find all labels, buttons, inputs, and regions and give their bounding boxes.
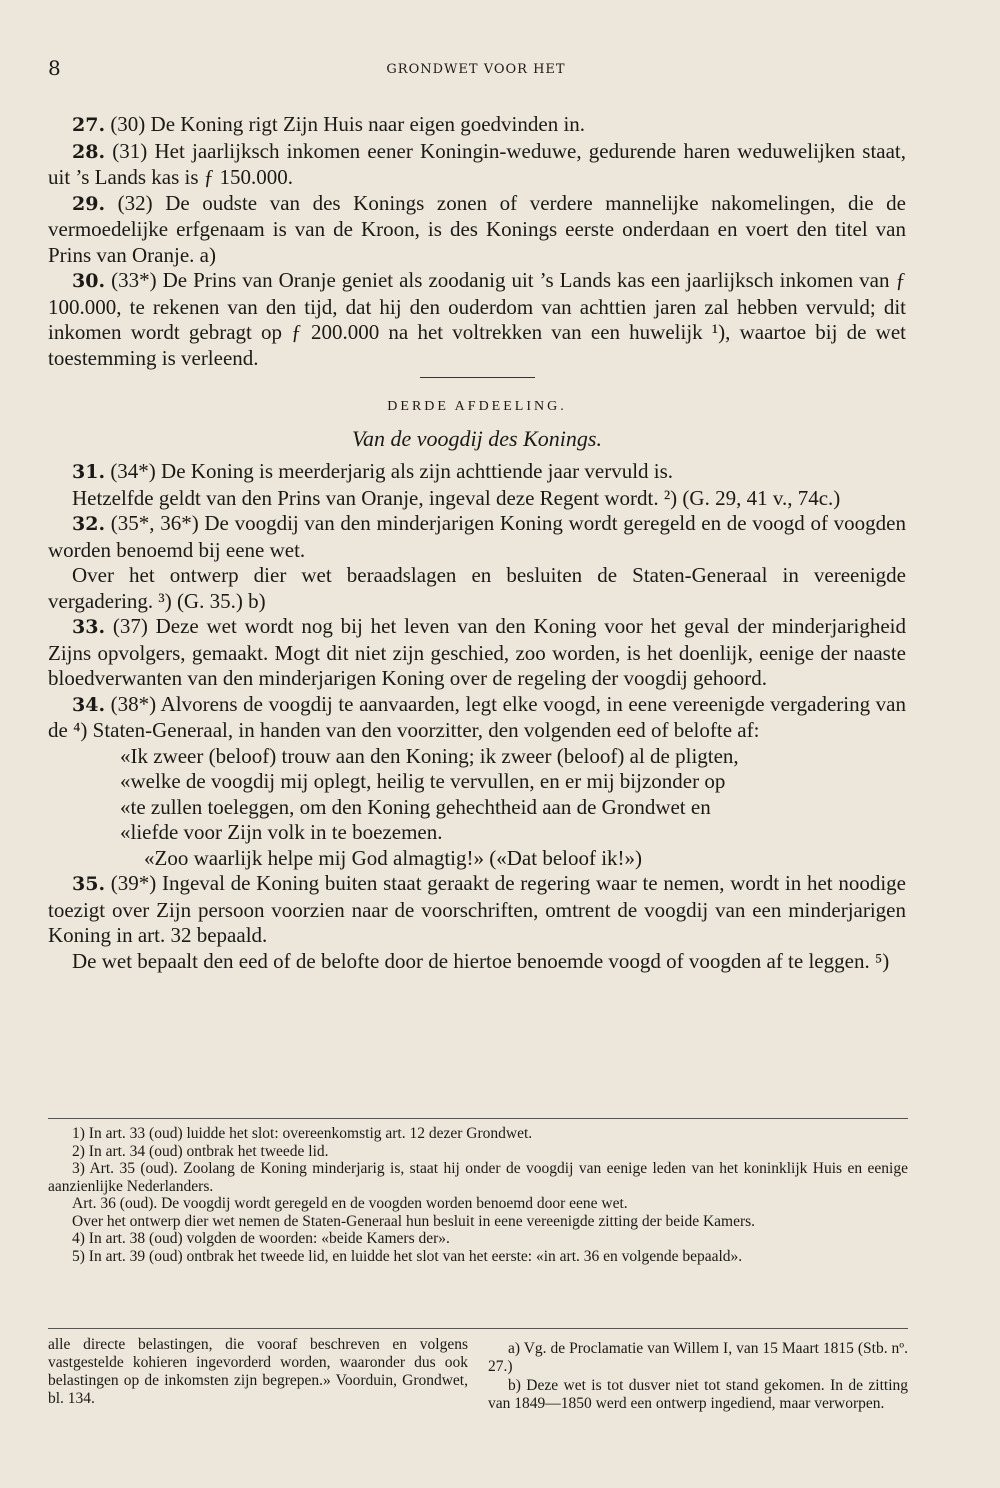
article-text: (39*) Ingeval de Koning buiten staat geraakt de regering waar te nemen, wordt in het noodige toezigt over Zijn persoon voorzien naar de voorschriften, omtrent de voogdij van een minderjarigen Koning in art. 32 bepaald. — [48, 871, 906, 947]
article-35 — [48, 871, 906, 949]
article-number: 30. — [72, 270, 106, 292]
continued-note: alle directe belastingen, die vooraf beschreven en volgens vastgestelde kohieren ingevorderd worden, waaronder dus ook belastingen op de inkomsten zijn begrepen.» Voorduin, Grondwet, bl. 134. — [48, 1336, 468, 1407]
article-number: 29. — [72, 192, 106, 215]
running-title: GRONDWET VOOR HET — [386, 62, 566, 77]
footnote: 3) Art. 35 (oud). Zoolang de Koning minderjarig is, staat hij onder de voogdij van eenige leden van het koninklijk Huis en eenige aanzienlijke Nederlanders. — [48, 1160, 908, 1195]
section-label: DERDE AFDEELING. — [387, 399, 567, 414]
oath-line: «te zullen toeleggen, om den Koning gehechtheid aan de Grondwet en — [120, 794, 711, 819]
note-b: b) Deze wet is tot dusver niet tot stand gekomen. In de zitting van 1849—1850 werd een ontwerp ingediend, maar verworpen. — [488, 1377, 908, 1412]
article-32 — [48, 511, 906, 563]
article-text: De wet bepaalt den eed of de belofte door de hiertoe benoemde voogd of voogden af te leggen. ⁵) — [72, 948, 890, 973]
article-text: (37) Deze wet wordt nog bij het leven van den Koning voor het geval der minderjarigheid Zijns opvolgers, gemaakt. Mogt dit niet zijn geschied, zoo worden, is het doenlijk, eenige der naaste bloedverwanten van den minderjarigen Koning over de regeling der voogdij gehoord. — [48, 614, 906, 690]
article-number: 33. — [72, 616, 106, 638]
page-header — [48, 56, 904, 84]
page-number: 8 — [48, 56, 61, 80]
footnote: Art. 36 (oud). De voogdij wordt geregeld en de voogden worden benoemd door eene wet. — [72, 1195, 628, 1212]
oath-line: «liefde voor Zijn volk in te boezemen. — [120, 820, 443, 844]
article-number: 34. — [72, 693, 106, 716]
footnote: 5) In art. 39 (oud) ontbrak het tweede lid, en luidde het slot van het eerste: «in art. 36 en volgende bepaald». — [72, 1247, 743, 1265]
note-a: a) Vg. de Proclamatie van Willem I, van 15 Maart 1815 (Stb. nº. 27.) — [488, 1340, 908, 1375]
section-divider — [420, 377, 535, 378]
footnote: Over het ontwerp dier wet nemen de Staten-Generaal hun besluit in eene vereenigde zitting der beide Kamers. — [72, 1212, 756, 1230]
oath-line: «welke de voogdij mij oplegt, heilig te vervullen, en er mij bijzonder op — [120, 769, 726, 793]
notes-divider — [48, 1328, 908, 1329]
article-text: (30) De Koning rigt Zijn Huis naar eigen goedvinden in. — [110, 112, 586, 136]
oath-line: «Ik zweer (beloof) trouw aan den Koning; ik zweer (beloof) al de pligten, — [120, 743, 739, 768]
article-30 — [48, 268, 906, 371]
article-number: 31. — [72, 461, 106, 483]
article-text: (33*) De Prins van Oranje geniet als zoodanig uit ’s Lands kas een jaarlijksch inkomen van ƒ 100.000, te rekenen van den tijd, dat hij den ouderdom van achttien jaren zal hebben vervuld; dit inkomen wordt gebragt op ƒ 200.000 na het voltrekken van een huwelijk ¹), waartoe bij de wet toestemming is verleend. — [48, 268, 907, 370]
article-27 — [48, 112, 906, 139]
article-text: Hetzelfde geldt van den Prins van Oranje, ingeval deze Regent wordt. ²) (G. 29, 41 v., 74c.) — [72, 485, 841, 510]
article-text: (34*) De Koning is meerderjarig als zijn achttiende jaar vervuld is. — [110, 459, 674, 483]
article-text: Over het ontwerp dier wet beraadslagen en besluiten de Staten-Generaal in vereenigde vergadering. ³) (G. 35.) b) — [48, 563, 906, 613]
article-28 — [48, 139, 906, 191]
section-title: Van de voogdij des Konings. — [352, 425, 602, 451]
article-number: 28. — [72, 140, 106, 163]
article-31-paragraph-2 — [48, 486, 906, 512]
article-text: (38*) Alvorens de voogdij te aanvaarden, legt elke voogd, in eene vereenigde vergadering van de ⁴) Staten-Generaal, in handen van den voorzitter, den volgenden eed of belofte af: — [48, 691, 907, 742]
footnote: 1) In art. 33 (oud) luidde het slot: overeenkomstig art. 12 dezer Grondwet. — [72, 1125, 533, 1142]
article-35-paragraph-2 — [48, 949, 906, 975]
article-text: (31) Het jaarlijksch inkomen eener Koningin-weduwe, gedurende haren weduwelijken staat, uit ’s Lands kas is ƒ 150.000. — [48, 138, 907, 189]
footnote: 4) In art. 38 (oud) volgden de woorden: «beide Kamers der». — [72, 1230, 450, 1247]
article-number: 27. — [72, 114, 106, 136]
footnote: 2) In art. 34 (oud) ontbrak het tweede lid. — [72, 1142, 329, 1160]
article-33 — [48, 614, 906, 692]
notes-right-column — [488, 1340, 908, 1414]
main-text — [48, 112, 906, 974]
oath-final: «Zoo waarlijk helpe mij God almagtig!» («Dat beloof ik!») — [144, 845, 643, 870]
article-34 — [48, 692, 906, 744]
article-text: (35*, 36*) De voogdij van den minderjarigen Koning wordt geregeld en de voogd of voogden worden benoemd bij eene wet. — [48, 511, 907, 562]
notes-left-column — [48, 1336, 468, 1408]
article-31 — [48, 459, 906, 486]
article-29 — [48, 191, 906, 269]
footnotes — [48, 1118, 908, 1265]
article-number: 32. — [72, 513, 106, 535]
article-32-paragraph-2 — [48, 563, 906, 614]
article-number: 35. — [72, 873, 106, 895]
article-text: (32) De oudste van des Konings zonen of verdere mannelijke nakomelingen, die de vermoedelijke erfgenaam is van de Kroon, is des Konings eerste onderdaan en voert den titel van Prins van Oranje. a) — [48, 190, 906, 267]
